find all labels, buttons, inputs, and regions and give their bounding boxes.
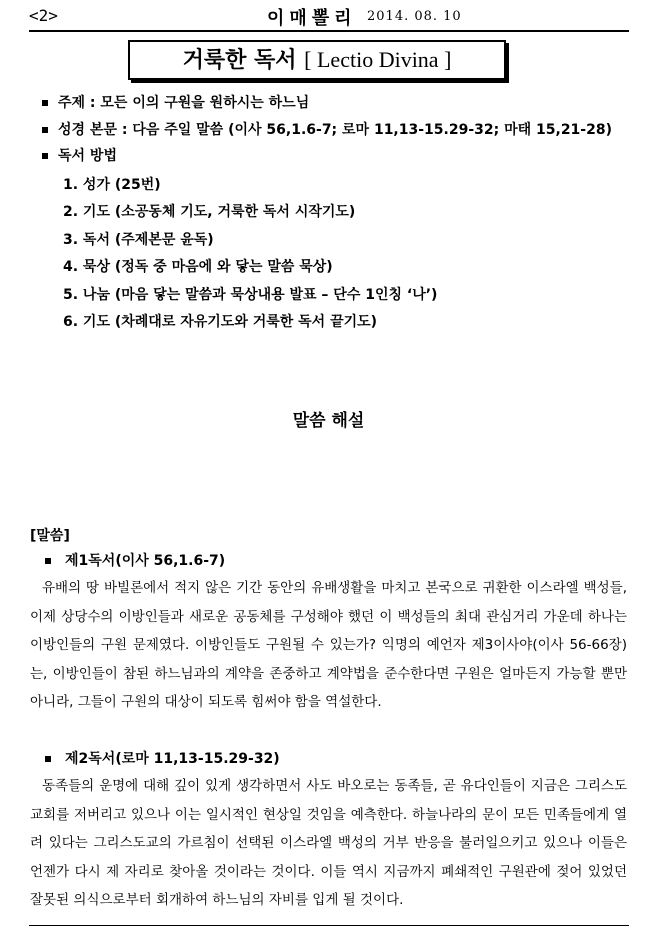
reading-1-title-text: 제1독서(이사 56,1.6-7): [65, 553, 226, 569]
publication-name: 이매뽈리: [267, 8, 357, 29]
title-korean: 거룩한 독서: [182, 47, 297, 73]
method-line: [42, 145, 117, 165]
reading-2-title: [45, 748, 280, 768]
square-bullet-icon: [45, 558, 51, 564]
reading-2-title-text: 제2독서(로마 11,13-15.29-32): [65, 751, 280, 767]
square-bullet-icon: [45, 756, 51, 762]
step-item: 2. 기도 (소공동체 기도, 거룩한 독서 시작기도): [63, 204, 356, 220]
page-header: [29, 4, 629, 30]
reading-1-title: [45, 550, 225, 570]
publication-date: 2014. 08. 10: [367, 9, 462, 24]
step-item: 4. 묵상 (정독 중 마음에 와 닿는 말씀 묵상): [63, 259, 333, 275]
scripture-text: 성경 본문 : 다음 주일 말씀 (이사 56,1.6-7; 로마 11,13-15.29-32; 마태 15,21-28): [58, 122, 612, 138]
reading-1-body: 유배의 땅 바빌론에서 적지 않은 기간 동안의 유배생활을 마치고 본국으로 귀환한 이스라엘 백성들, 이제 상당수의 이방인들과 새로운 공동체를 구성해야 했던 이 백성들의 최대 관심거리 가운데 하나는 이방인들의 구원 문제였다. 이방인들도 구원될 수 있는가? 익명의 예언자 제3이사야(이사 56-66장)는, 이방인들이 참된 하느님과의 계약을 존중하고 계약법을 준수한다면 구원은 얼마든지 가능할 뿐만 아니라, 그들이 구원의 대상이 되도록 힘써야 함을 역설한다.: [30, 580, 627, 710]
theme-text: 주제 : 모든 이의 구원을 원하시는 하느님: [58, 95, 310, 111]
page-number: <2>: [29, 6, 58, 25]
title-latin: [ Lectio Divina ]: [304, 47, 452, 72]
page-title: [128, 40, 506, 80]
header-rule: [29, 30, 629, 32]
footer-rule: [29, 925, 629, 926]
step-item: 6. 기도 (차례대로 자유기도와 거룩한 독서 끝기도): [63, 314, 378, 330]
step-item: 3. 독서 (주제본문 윤독): [63, 232, 214, 248]
square-bullet-icon: [42, 100, 48, 106]
section-heading: 말씀 해설: [292, 411, 365, 431]
step-item: 5. 나눔 (마음 닿는 말씀과 묵상내용 발표 – 단수 1인칭 ‘나’): [63, 287, 438, 303]
square-bullet-icon: [42, 153, 48, 159]
square-bullet-icon: [42, 127, 48, 133]
step-item: 1. 성가 (25번): [63, 177, 161, 193]
word-label: [말씀]: [30, 528, 70, 544]
method-label: 독서 방법: [58, 148, 117, 164]
theme-line: [42, 92, 309, 112]
scripture-line: [42, 119, 612, 139]
reading-2-body: 동족들의 운명에 대해 깊이 있게 생각하면서 사도 바오로는 동족들, 곧 유다인들이 지금은 그리스도 교회를 저버리고 있으나 이는 일시적인 현상일 것임을 예측한다. 하늘나라의 문이 모든 민족들에게 열려 있다는 그리스도교의 가르침이 선택된 이스라엘 백성의 거부 반응을 불러일으키고 있으나 이들은 언젠가 다시 제 자리로 찾아올 것이라는 것이다. 이들 역시 지금까지 폐쇄적인 구원관에 젖어 있었던 잘못된 의식으로부터 회개하여 하느님의 자비를 입게 될 것이다.: [30, 778, 627, 908]
